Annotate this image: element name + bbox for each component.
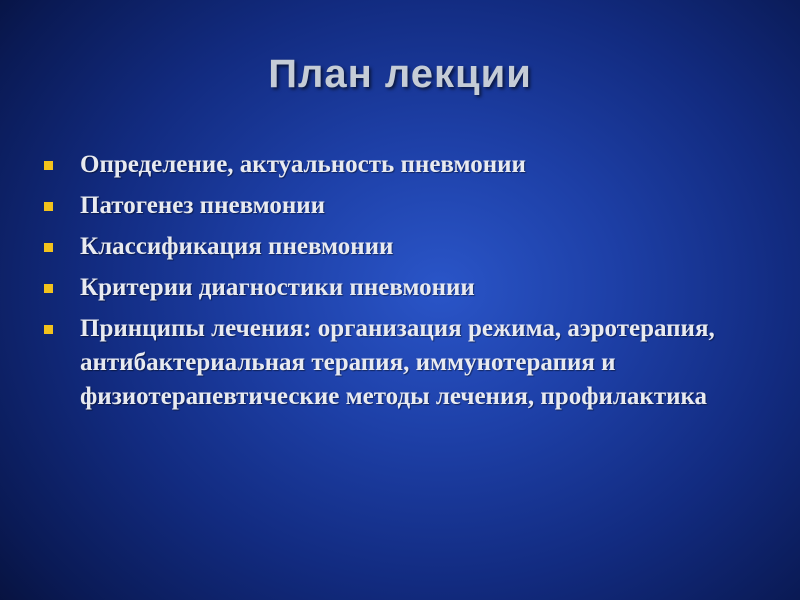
bullet-text: Патогенез пневмонии: [80, 192, 326, 219]
list-item: [44, 271, 764, 305]
square-bullet-icon: [44, 325, 53, 334]
list-item: [44, 148, 764, 182]
bullet-text: Критерии диагностики пневмонии: [80, 274, 475, 301]
list-item: [44, 230, 764, 264]
bullet-list: [44, 148, 764, 421]
bullet-text: Определение, актуальность пневмонии: [80, 151, 526, 178]
list-item: [44, 312, 764, 414]
list-item: [44, 189, 764, 223]
bullet-text: Принципы лечения: организация режима, аэротерапия, антибактериальная терапия, иммунотерапия и физиотерапевтические методы лечения, профилактика: [80, 315, 715, 410]
square-bullet-icon: [44, 284, 53, 293]
square-bullet-icon: [44, 243, 53, 252]
square-bullet-icon: [44, 161, 53, 170]
bullet-text: Классификация пневмонии: [80, 233, 394, 260]
square-bullet-icon: [44, 202, 53, 211]
slide-title: План лекции: [268, 52, 532, 96]
